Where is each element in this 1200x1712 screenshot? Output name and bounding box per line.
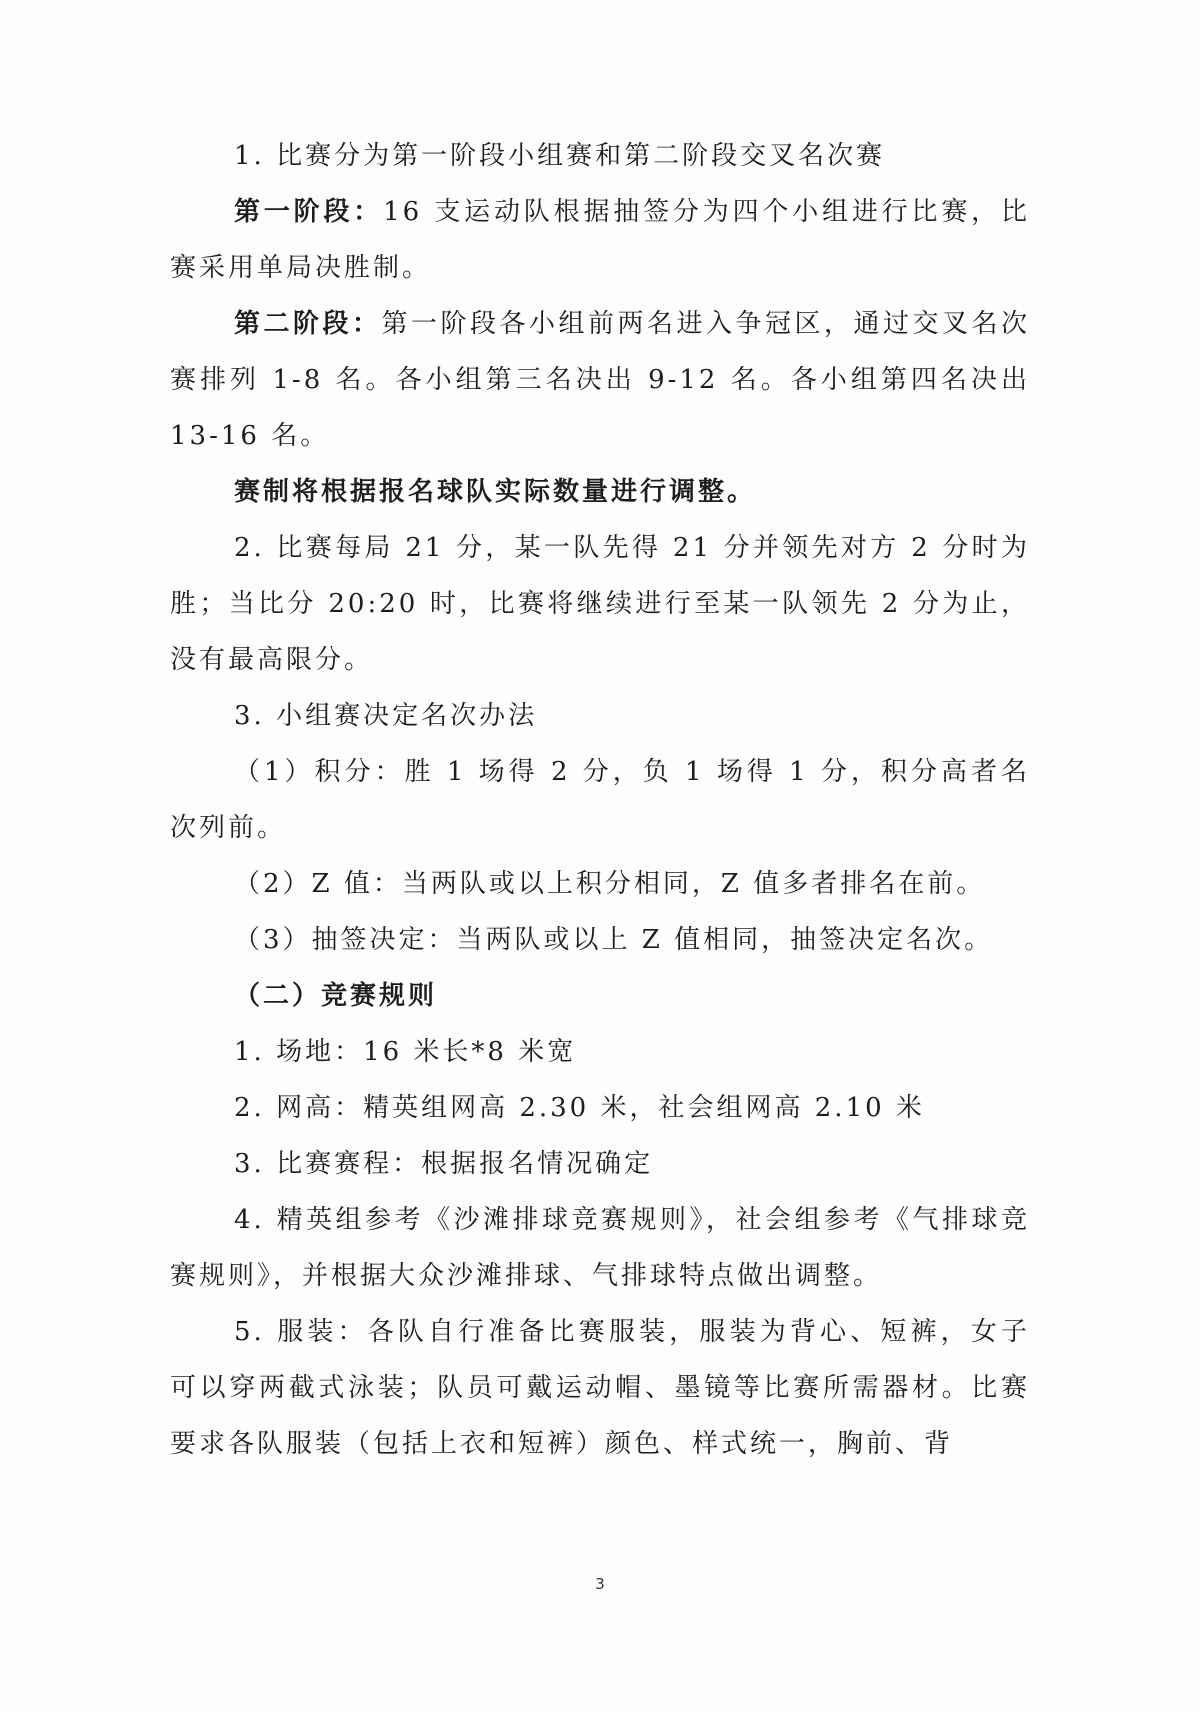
- section-heading-text: （二）竞赛规则: [234, 981, 438, 1011]
- paragraph-text: 2. 网高：精英组网高 2.30 米，社会组网高 2.10 米: [234, 1093, 925, 1123]
- paragraph: [170, 856, 1030, 912]
- paragraph-lead: 第一阶段：: [234, 197, 384, 227]
- paragraph: [170, 184, 1030, 296]
- paragraph-text: 3. 比赛赛程：根据报名情况确定: [234, 1149, 654, 1179]
- paragraph-lead: 第二阶段：: [234, 309, 382, 339]
- paragraph: [170, 1136, 1030, 1192]
- paragraph-text: 赛制将根据报名球队实际数量进行调整。: [234, 477, 757, 507]
- paragraph: [170, 1304, 1030, 1472]
- paragraph-text: 第一阶段各小组前两名进入争冠区，通过交叉名次赛排列 1-8 名。各小组第三名决出 9-12 名。各小组第四名决出 13-16 名。: [170, 309, 1030, 451]
- paragraph: [170, 296, 1030, 464]
- paragraph: [170, 1024, 1030, 1080]
- paragraph-text: （1）积分：胜 1 场得 2 分，负 1 场得 1 分，积分高者名次列前。: [170, 757, 1030, 843]
- paragraph: [170, 1080, 1030, 1136]
- paragraph: [170, 1192, 1030, 1304]
- paragraph: [170, 520, 1030, 688]
- paragraph-text: （3）抽签决定：当两队或以上 Z 值相同，抽签决定名次。: [234, 925, 994, 955]
- document-body: [170, 128, 1030, 1472]
- paragraph-text: 1. 场地：16 米长*8 米宽: [234, 1037, 577, 1067]
- paragraph: [170, 688, 1030, 744]
- paragraph-text: 5. 服装：各队自行准备比赛服装，服装为背心、短裤，女子可以穿两截式泳装；队员可戴运动帽、墨镜等比赛所需器材。比赛要求各队服装（包括上衣和短裤）颜色、样式统一，胸前、背: [170, 1317, 1030, 1459]
- paragraph-text: 1. 比赛分为第一阶段小组赛和第二阶段交叉名次赛: [234, 141, 886, 171]
- paragraph: [170, 744, 1030, 856]
- paragraph-text: （2）Z 值：当两队或以上积分相同，Z 值多者排名在前。: [234, 869, 986, 899]
- paragraph: [170, 912, 1030, 968]
- paragraph-text: 2. 比赛每局 21 分，某一队先得 21 分并领先对方 2 分时为胜；当比分 20:20 时，比赛将继续进行至某一队领先 2 分为止，没有最高限分。: [170, 533, 1030, 675]
- section-heading: [170, 968, 1030, 1024]
- paragraph-text: 3. 小组赛决定名次办法: [234, 701, 538, 731]
- paragraph-text: 4. 精英组参考《沙滩排球竞赛规则》，社会组参考《气排球竞赛规则》，并根据大众沙滩排球、气排球特点做出调整。: [170, 1205, 1030, 1291]
- paragraph-text: 16 支运动队根据抽签分为四个小组进行比赛，比赛采用单局决胜制。: [170, 197, 1030, 283]
- paragraph: [170, 464, 1030, 520]
- paragraph: [170, 128, 1030, 184]
- page-number: 3: [595, 1575, 605, 1593]
